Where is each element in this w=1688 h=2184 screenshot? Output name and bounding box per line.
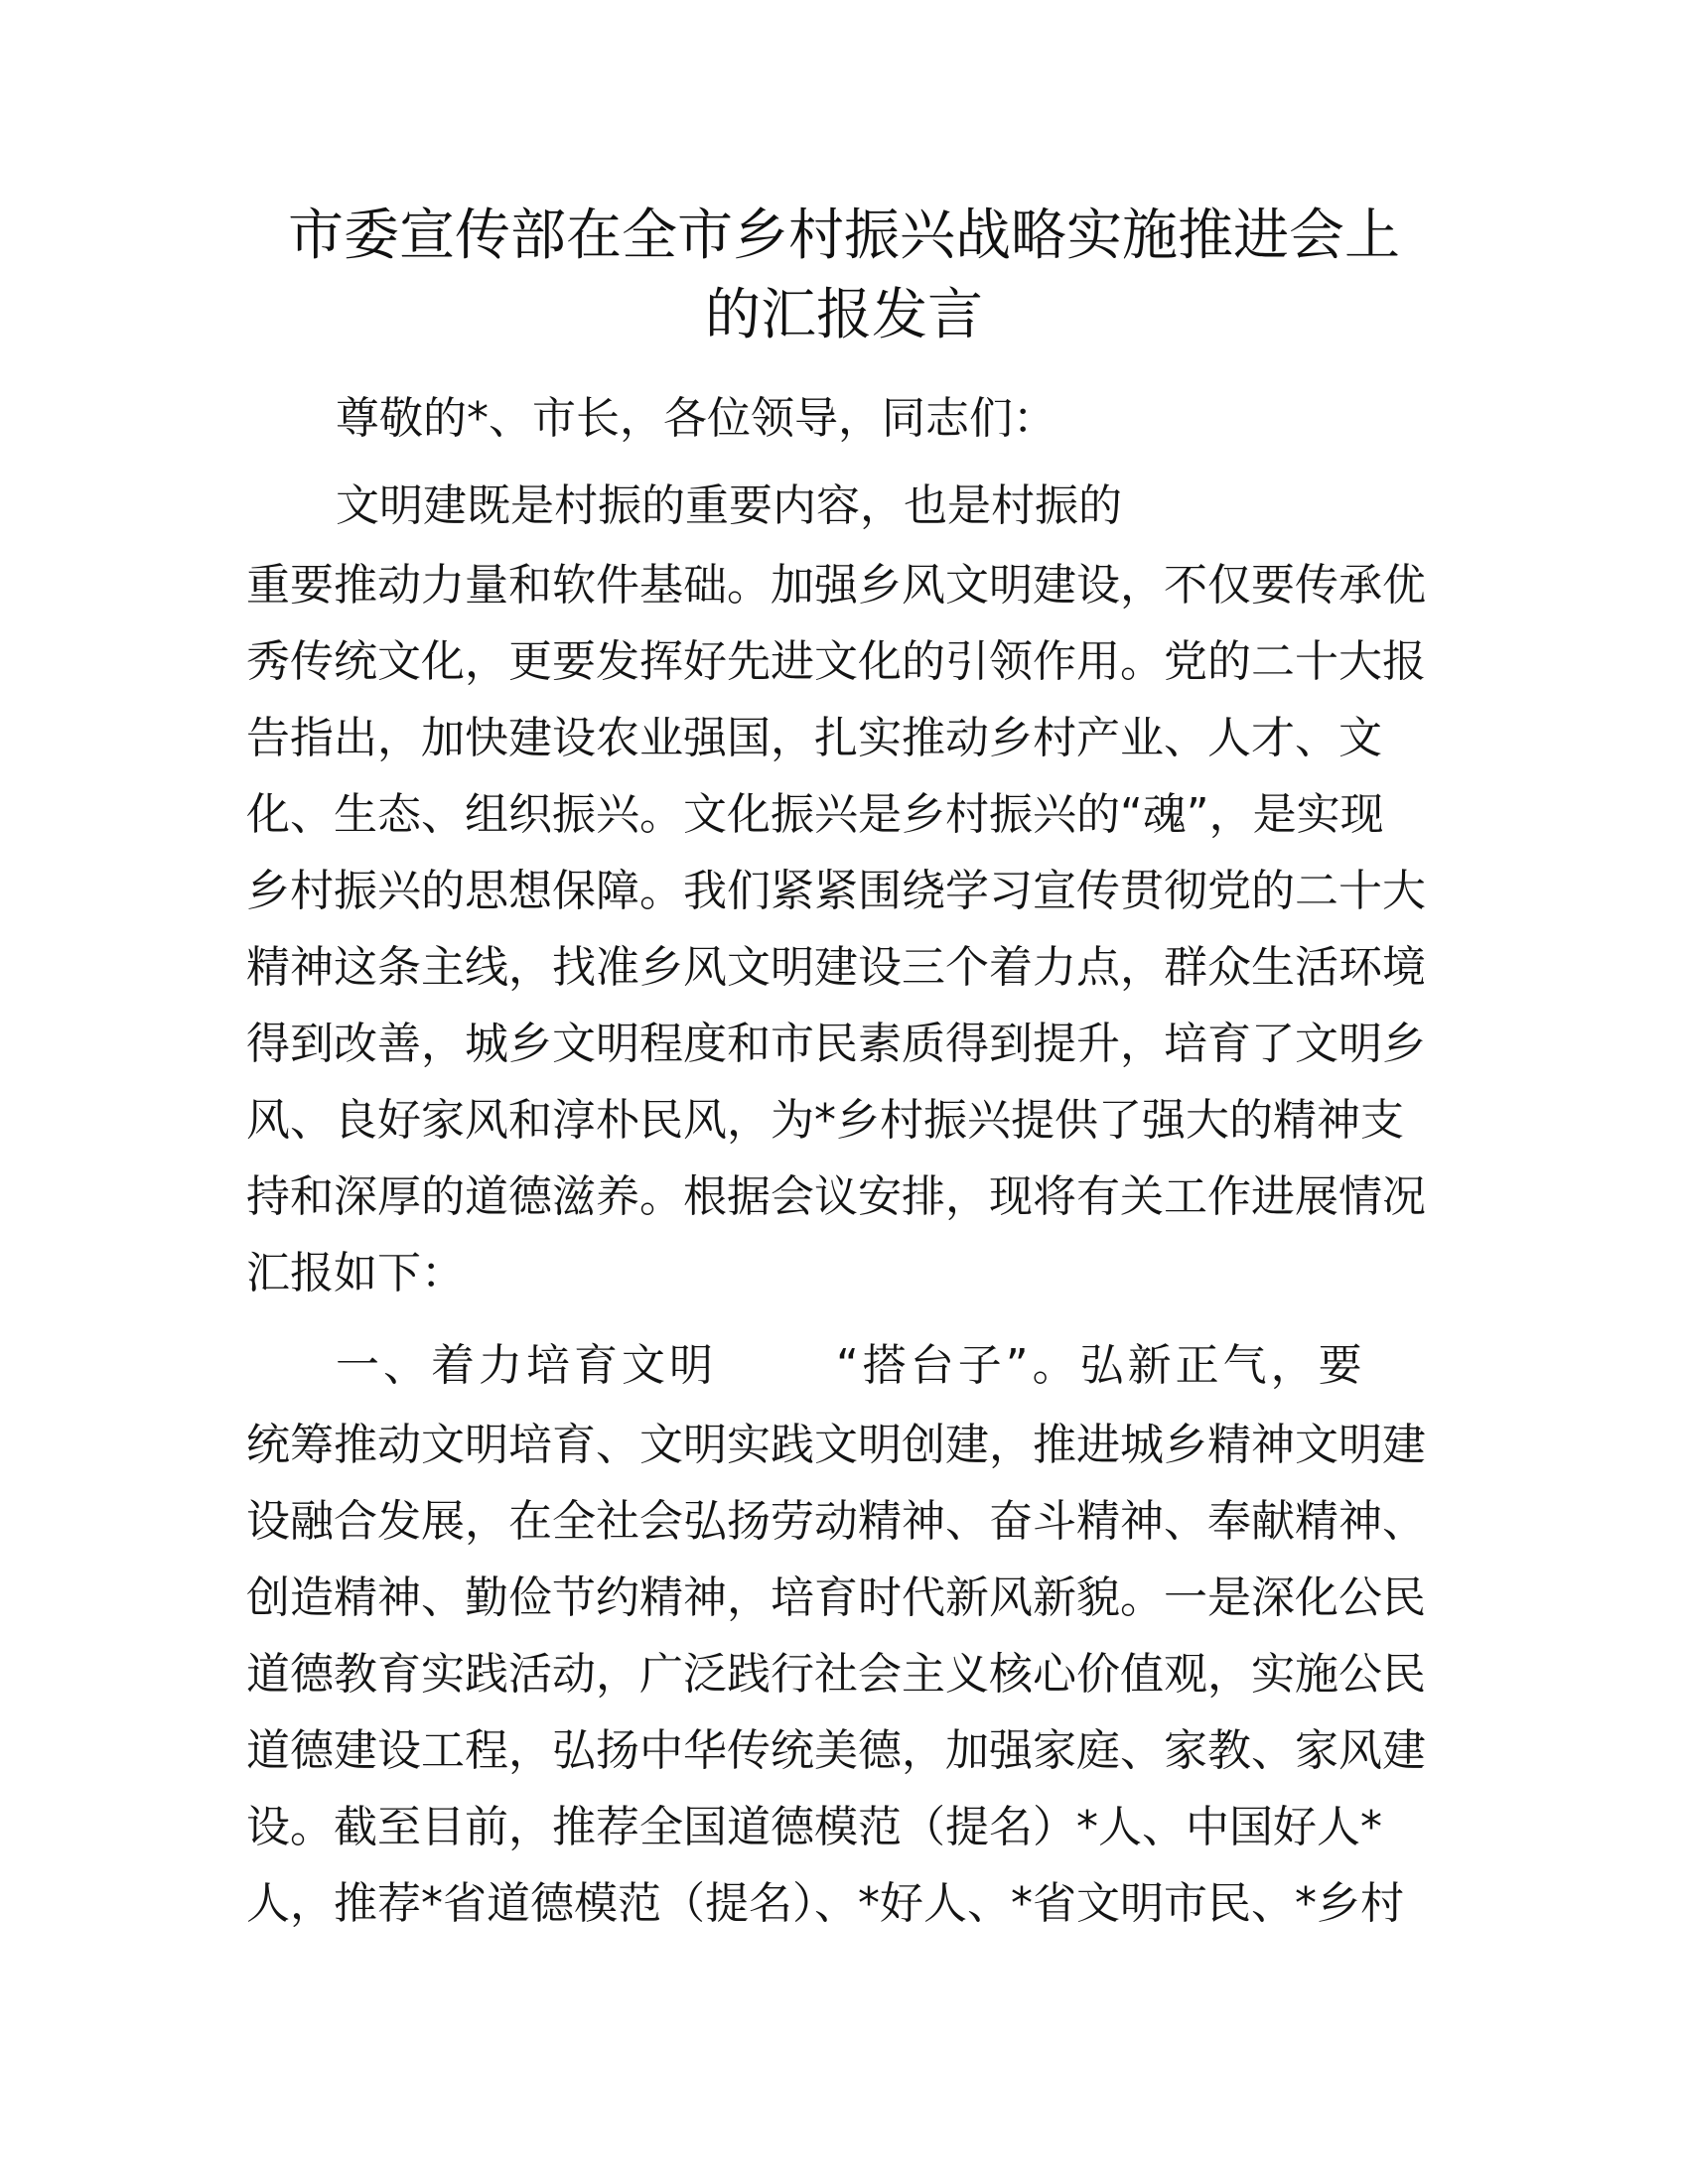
paragraph-1-line-5: 化、生态、组织振兴。文化振兴是乡村振兴的“魂”，是实现 xyxy=(246,789,1384,840)
salutation: 尊敬的*、市长，各位领导，同志们： xyxy=(336,393,1056,444)
section-1-line-2: 统筹推动文明培育、文明实践文明创建，推进城乡精神文明建 xyxy=(246,1420,1426,1470)
document-title-line-1: 市委宣传部在全市乡村振兴战略实施推进会上 xyxy=(288,204,1400,268)
section-1-line-4: 创造精神、勤俭节约精神，培育时代新风新貌。一是深化公民 xyxy=(246,1572,1426,1623)
section-1-line-3: 设融合发展，在全社会弘扬劳动精神、奋斗精神、奉献精神、 xyxy=(246,1496,1426,1547)
paragraph-1-line-2: 重要推动力量和软件基础。加强乡风文明建设，不仅要传承优 xyxy=(246,560,1426,611)
paragraph-1-line-6: 乡村振兴的思想保障。我们紧紧围绕学习宣传贯彻党的二十大 xyxy=(246,866,1426,916)
paragraph-1-line-1: 文明建既是村振的重要内容，也是村振的 xyxy=(336,480,1122,531)
section-1-line-6: 道德建设工程，弘扬中华传统美德，加强家庭、家教、家风建 xyxy=(246,1725,1426,1776)
section-1-heading-part-b: “搭台子”。弘新正气，要 xyxy=(836,1340,1366,1391)
paragraph-1-line-9: 风、良好家风和淳朴民风，为*乡村振兴提供了强大的精神支 xyxy=(246,1095,1404,1146)
section-1-line-7: 设。截至目前，推荐全国道德模范（提名）*人、中国好人* xyxy=(246,1802,1382,1852)
paragraph-1-line-11: 汇报如下： xyxy=(246,1248,465,1298)
section-1-heading-part-a: 一、着力培育文明 xyxy=(336,1340,717,1391)
paragraph-1-line-8: 得到改善，城乡文明程度和市民素质得到提升，培育了文明乡 xyxy=(246,1019,1426,1069)
paragraph-1-line-7: 精神这条主线，找准乡风文明建设三个着力点，群众生活环境 xyxy=(246,942,1426,993)
paragraph-1-line-4: 告指出，加快建设农业强国，扎实推动乡村产业、人才、文 xyxy=(246,713,1382,763)
paragraph-1-line-3: 秀传统文化，更要发挥好先进文化的引领作用。党的二十大报 xyxy=(246,636,1426,687)
document-title-line-2: 的汇报发言 xyxy=(705,283,983,347)
section-1-line-8: 人，推荐*省道德模范（提名）、*好人、*省文明市民、*乡村 xyxy=(246,1878,1404,1929)
section-1-heading xyxy=(336,1330,1531,1402)
paragraph-1-line-10: 持和深厚的道德滋养。根据会议安排，现将有关工作进展情况 xyxy=(246,1171,1426,1222)
section-1-line-5: 道德教育实践活动，广泛践行社会主义核心价值观，实施公民 xyxy=(246,1649,1426,1700)
